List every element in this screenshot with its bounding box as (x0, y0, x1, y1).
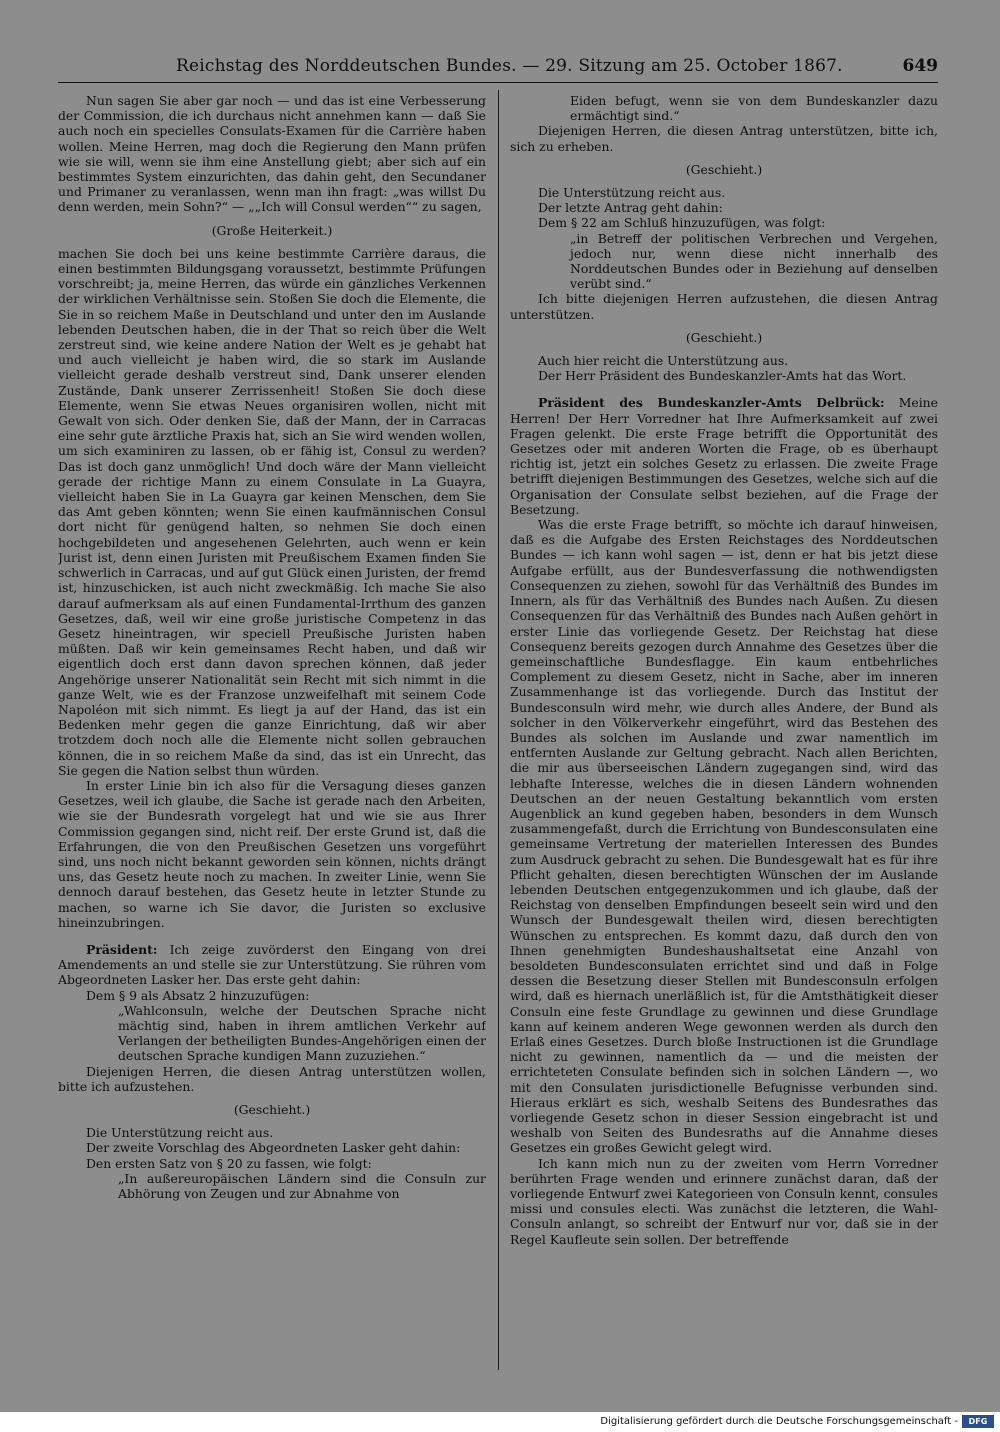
paragraph: Die Unterstützung reicht aus. (86, 1125, 274, 1141)
paragraph: Die Unterstützung reicht aus. (538, 185, 726, 201)
paragraph: Nun sagen Sie aber gar noch — und das ist eine Verbesserung der Commission, die ich durchaus nicht annehmen kann — daß Sie auch noch ein specielles Consulats-Examen für die Carrière haben wollen. Meine Herren, mag doch die Regierung den Mann prüfen wie sie will, wenn sie ihm eine Anstellung giebt; aber sich auf ein bestimmtes System einzurichten, das dahin geht, den Secundaner und Primaner zu veranlassen, wenn man ihn fragt: „was willst Du denn werden, mein Sohn?“ — „„Ich will Consul werden““ zu sagen, (58, 93, 486, 215)
paragraph: Der zweite Vorschlag des Abgeordneten Lasker geht dahin: (86, 1140, 461, 1156)
paragraph: Auch hier reicht die Unterstützung aus. (538, 353, 789, 369)
paragraph: Der letzte Antrag geht dahin: (538, 200, 723, 216)
paragraph: machen Sie doch bei uns keine bestimmte Carrière daraus, die einen bestimmten Bildungsgang voraussetzt, bestimmte Prüfungen vorschreibt; ja, meine Herren, das würde ein gänzliches Verkennen der wirklichen Verhältnisse sein. Stoßen Sie doch die Elemente, die Sie in so reichem Maße in Deutschland und unter den im Auslande lebenden Deutschen haben, die in der That so reich über die Welt zerstreut sind, wie keine andere Nation der Welt es je gehabt hat und auch vielleicht je haben wird, die so stark im Auslande vielleicht gerade deshalb verstreut sind, Dank unserer elenden Zustände, Dank unserer Zerrissenheit! Stoßen Sie doch diese Elemente, wenn Sie etwas Neues organisiren wollen, nicht mit Gewalt von sich. Oder denken Sie, daß der Mann, der in Carracas eine sehr gute ärztliche Praxis hat, sich an Sie wird wenden wollen, um sich examiniren zu lassen, ob er fähig ist, Consul zu werden? Das ist doch ganz unmöglich! Und doch wäre der Mann vielleicht gerade der richtige Mann zu einem Consulate in La Guayra, vielleicht haben Sie in La Guayra gar keinen Menschen, dem Sie das Amt geben könnten; wenn Sie einen kaufmännischen Consul dort nicht für genügend halten, so nehmen Sie doch einen hochgebildeten und angesehenen Gelehrten, auch wenn er kein Jurist ist, denn einen Juristen mit Preußischem Examen finden Sie schwerlich in Carracas, und auf gut Glück einen Juristen, der fremd ist, hinzuschicken, ist auch nicht zweckmäßig. Ich mache Sie also darauf aufmerksam als auf einen Fundamental-Irrthum des ganzen Gesetzes, daß, weil wir eine große juristische Competenz in das Gesetz hineintragen, wir speciell Preußische Juristen haben müßten. Daß wir kein gemeinsames Recht haben, und daß wir eigentlich doch erst dann davon sprechen können, daß jeder Angehörige unserer Nationalität sein Recht mit sich nimmt in die ganze Welt, wie es der Franzose unzweifelhaft mit seinem Code Napoléon mit sich nimmt. Es liegt ja auf der Hand, das ist ein Bedenken mehr gegen die ganze Einrichtung, daß wir aber trotzdem doch noch alle die Elemente nicht sollen gebrauchen können, die in so reichem Maße da sind, das ist ein Unrecht, das Sie gegen die Nation selbst thun würden. (58, 245, 486, 778)
left-column (58, 93, 486, 1375)
paragraph: Ich kann mich nun zu der zweiten vom Herrn Vorredner berührten Frage wenden und erinnere zunächst daran, daß der vorliegende Entwurf zwei Kategorieen von Consuln kennt, consules missi und consules electi. Was zunächst die letzteren, die Wahl-Consuln anlangt, so schreibt der Entwurf nur vor, daß sie in der Regel Kaufleute sein sollen. Der betreffende (510, 1155, 938, 1247)
paragraph: Dem § 9 als Absatz 2 hinzuzufügen: (86, 987, 310, 1003)
paragraph: Ich bitte diejenigen Herren aufzustehen, die diesen Antrag unterstützen. (510, 291, 938, 322)
header-rule (58, 82, 938, 83)
amendment-quote: „Wahlconsuln, welche der Deutschen Sprache nicht mächtig sind, haben in ihrem amtlichen Verkehr auf Verlangen der betheiligten Bundes-Angehörigen einen der deutschen Sprache kundigen Mann zuzuziehen.“ (118, 1002, 486, 1064)
paragraph: Diejenigen Herren, die diesen Antrag unterstützen wollen, bitte ich aufzustehen. (58, 1063, 486, 1094)
stage-direction: (Geschieht.) (685, 161, 763, 177)
spacer (58, 930, 486, 942)
amendment-quote: Eiden befugt, wenn sie von dem Bundeskanzler dazu ermächtigt sind.“ (570, 93, 938, 124)
dfg-logo: DFG (962, 1415, 994, 1428)
right-column (510, 93, 938, 1375)
speaker-name: Präsident des Bundeskanzler-Amts Delbrück: (538, 395, 885, 411)
paragraph: Dem § 22 am Schluß hinzuzufügen, was folgt: (538, 215, 826, 231)
speech-text: Meine Herren! Der Herr Vorredner hat Ihre Aufmerksamkeit auf zwei Fragen gelenkt. Die erste Frage betrifft die Opportunität des Gesetzes oder mit anderen Worten die Frage, ob es überhaupt richtig ist, jetzt ein solches Gesetz zu erlassen. Die zweite Frage betrifft diejenigen Bestimmungen des Gesetzes, welche sich auf die Organisation der Consulate selbst beziehen, auf die Frage der Besetzung. (510, 395, 938, 517)
funding-credit: Digitalisierung gefördert durch die Deutsche Forschungsgemeinschaft - (600, 1416, 958, 1427)
paragraph: Was die erste Frage betrifft, so möchte ich darauf hinweisen, daß es die Aufgabe des Ersten Reichstages des Norddeutschen Bundes — ich kann wohl sagen — ist, denn er hat bis jetzt diese Aufgabe erfüllt, aus der Bundesverfassung die nothwendigsten Consequenzen zu ziehen, sowohl für das Verhältniß des Bundes im Innern, als für das Verhältniß des Bundes nach Außen. Zu diesen Consequenzen für das Verhältniß des Bundes nach Außen gehört in erster Linie das vorliegende Gesetz. Der Reichstag hat diese Consequenz bereits gezogen durch Annahme des Gesetzes über die gemeinschaftliche Bundesflagge. Ein kaum entbehrliches Complement zu diesem Gesetz, nicht in Sache, aber im inneren Zusammenhange ist das vorliegende. Durch das Institut der Bundesconsuln wird mehr, wie durch alles Andere, der Bund als solcher in den Völkerverkehr eingeführt, wird das Bestehen des Bundes als solchen im Auslande und zwar namentlich im entfernten Auslande zur Geltung gebracht. Nach allen Berichten, die mir aus überseeischen Ländern zugegangen sind, wird das lebhafte Interesse, welches die in diesen Ländern wohnenden Deutschen an der neuen Gestaltung bekanntlich vom ersten Augenblick an kund gegeben haben, besonders in dem Wunsch zusammengefaßt, durch die Errichtung von Bundesconsulaten eine gemeinsame Vertretung der materiellen Interessen des Bundes zum Ausdruck gebracht zu sehen. Die Bundesgewalt hat es für ihre Pflicht gehalten, diesen berechtigten Wünschen der im Auslande lebenden Deutschen entgegenzukommen und ich glaube, daß der Reichstag von denselben Empfindungen beseelt sein wird und den Wunsch der Bundesgewalt theilen wird, diesen berechtigten Wünschen zu entsprechen. Es kommt dazu, daß durch den von Ihnen genehmigten Bundeshaushaltsetat eine Anzahl von besoldeten Bundesconsulaten errichtet sind und daß in Folge dessen die Besetzung dieser Stellen mit Bundesconsuln erfolgen wird, daß es hiernach unerläßlich ist, für die Amtsthätigkeit dieser Consuln eine feste Grundlage zu gewinnen und diese Grundlage kann auf keinem anderen Wege gewonnen werden als durch den Erlaß eines Gesetzes. Durch bloße Instructionen ist die Grundlage nicht zu gewinnen, namentlich da — und die meisten der errichteteten Consulate befinden sich in solchen Ländern —, wo mit den Consulaten jurisdictionelle Befugnisse verbunden sind. Hieraus erklärt es sich, weshalb Seitens des Bundesrathes das vorliegende Gesetz schon in dieser Session eingebracht ist und weshalb von Seiten des Bundesraths auf die Annahme dieses Gesetzes ein großes Gewicht gelegt wird. (510, 517, 938, 1156)
stage-direction: (Große Heiterkeit.) (211, 222, 333, 238)
column-rule (498, 90, 499, 1370)
speaker-name: Präsident: (86, 941, 158, 957)
running-header (58, 56, 938, 80)
paragraph: In erster Linie bin ich also für die Versagung dieses ganzen Gesetzes, weil ich glaube, die Sache ist gerade nach den Arbeiten, wie sie der Bundesrath vorgelegt hat und wie sie aus Ihrer Commission gegangen sind, nicht reif. Der erste Grund ist, daß die Erfahrungen, die von den Preußischen Gesetzen uns vorgeführt sind, uns noch nicht bekannt geworden sein können, nichts drängt uns, das Gesetz heute noch zu machen. In zweiter Linie, wenn Sie dennoch darauf bestehen, das Gesetz heute in letzter Stunde zu machen, so warne ich Sie davor, die Juristen so exclusive hineinzubringen. (58, 777, 486, 930)
paragraph (58, 942, 486, 988)
amendment-quote: „in Betreff der politischen Verbrechen und Vergehen, jedoch nur, wenn diese nicht innerhalb des Norddeutschen Bundes oder in Beziehung auf denselben verübt sind.“ (570, 230, 938, 292)
amendment-quote: „In außereuropäischen Ländern sind die Consuln zur Abhörung von Zeugen und zur Abnahme von (118, 1170, 486, 1202)
footer-bar (0, 1412, 1000, 1432)
spacer (510, 383, 938, 395)
paragraph: Diejenigen Herren, die diesen Antrag unterstützen, bitte ich, sich zu erheben. (510, 123, 938, 154)
paragraph: Der Herr Präsident des Bundeskanzler-Amts hat das Wort. (538, 368, 907, 384)
stage-direction: (Geschieht.) (685, 329, 763, 345)
page-number: 649 (902, 56, 938, 76)
stage-direction: (Geschieht.) (233, 1102, 311, 1117)
speech-text: Ich zeige zuvörderst den Eingang von drei Amendements an und stelle sie zur Unterstützung. Sie rühren vom Abgeordneten Lasker her. Das erste geht dahin: (58, 941, 486, 988)
header-title: Reichstag des Norddeutschen Bundes. — 29. Sitzung am 25. October 1867. (176, 56, 843, 76)
paragraph (510, 395, 938, 517)
paragraph: Den ersten Satz von § 20 zu fassen, wie folgt: (86, 1155, 372, 1171)
